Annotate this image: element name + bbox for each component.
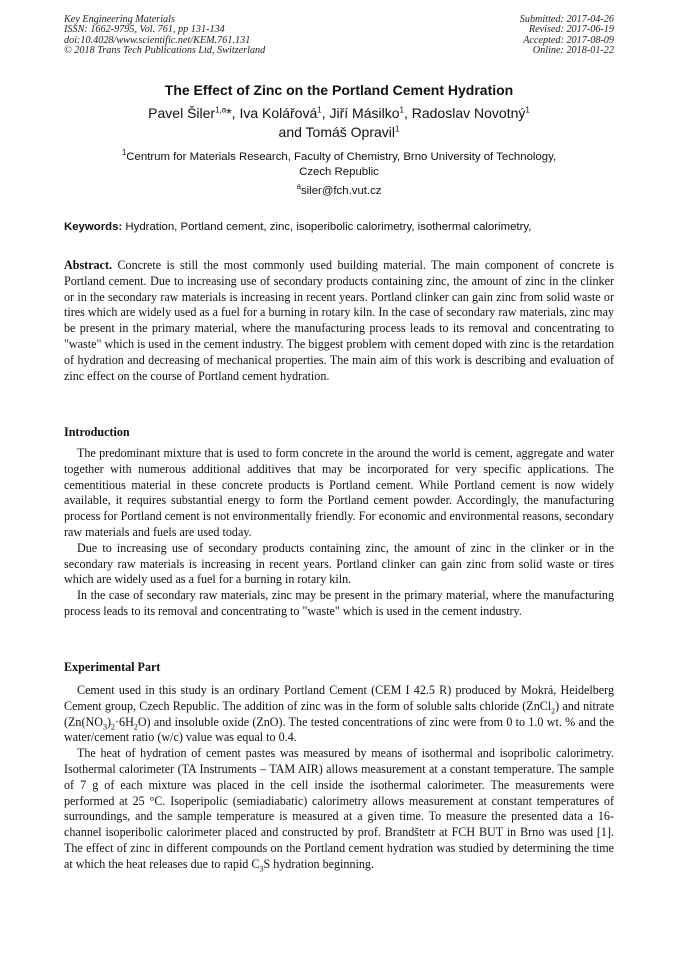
keywords	[64, 221, 614, 233]
exp-paragraph-1	[64, 683, 614, 746]
introduction-body	[64, 446, 614, 620]
journal-copyright: © 2018 Trans Tech Publications Ltd, Switzerland	[64, 44, 266, 56]
affiliation-sup: 1	[121, 148, 127, 158]
journal-doi: doi:10.4028/www.scientific.net/KEM.761.131	[64, 34, 251, 46]
author-line-1	[40, 104, 638, 123]
affiliation-text-1: Centrum for Materials Research, Faculty of Chemistry, Brno University of Technology,	[126, 151, 557, 163]
paper-title: The Effect of Zinc on the Portland Cement Hydration	[164, 82, 514, 98]
abstract-label: Abstract.	[64, 258, 113, 272]
author-kolarova: Iva Kolářová	[239, 105, 318, 121]
email-sup: a	[296, 182, 301, 192]
exp-p1-text-d: ·6H	[115, 714, 134, 729]
date-accepted: Accepted: 2017-08-09	[523, 34, 614, 46]
author-kolarova-sup: 1	[317, 105, 322, 115]
exp-p1-sub-1: 2	[551, 706, 556, 716]
intro-paragraph-2: Due to increasing use of secondary products containing zinc, the amount of zinc in the clinker or in the secondary raw materials is increasing in recent years. Portland clinker can gain zinc from solid waste or tires which are widely used as a fuel for a burning in rotary kiln.	[64, 540, 614, 587]
author-novotny-sup: 1	[525, 105, 530, 115]
experimental-heading: Experimental Part	[64, 660, 161, 674]
exp-paragraph-2	[64, 746, 614, 872]
journal-name: Key Engineering Materials	[64, 14, 175, 25]
keywords-text: Hydration, Portland cement, zinc, isoperibolic calorimetry, isothermal calorimetry,	[122, 221, 532, 233]
keywords-label: Keywords:	[64, 221, 123, 233]
affiliation-line-1	[40, 150, 638, 165]
author-novotny: , Radoslav Novotný	[403, 105, 526, 121]
exp-p1-text-b: ) and nitrate (Zn(NO	[64, 698, 614, 729]
experimental-body	[64, 683, 614, 873]
exp-p2-text-b: S hydration beginning.	[263, 856, 374, 871]
exp-p2-text-a: The heat of hydration of cement pastes was measured by means of isothermal and isopribolic calorimetry. Isothermal calorimeter (TA Instruments – TAM AIR) allows measurement at a constant temperature. The sample of 7 g of each mixture was placed in the cell inside the isothermal calorimeter. The measurements were performed at 25 °C. Isoperipolic (semiadiabatic) calorimetry allows measurement at constant temperatures of surroundings, and the sample temperature is measured at a given time. To measure the presented data a 16-channel isoperibolic calorimeter placed and constructed by prof. Brandštetr at FCH BUT in Brno was used [1]. The effect of zinc in different compounds on the Portland cement hydration was studied by determining the time at which the heat releases due to rapid C	[64, 746, 614, 871]
author-masilko: , Jiří Másilko	[321, 105, 400, 121]
exp-p1-text-a: Cement used in this study is an ordinary Portland Cement (CEM I 42.5 R) produced by Mokrá, Heidelberg Cement group, Czech Republic. The addition of zinc was in the form of soluble salts chloride (ZnCl	[64, 683, 614, 713]
intro-paragraph-1: The predominant mixture that is used to form concrete in the around the world is cement, aggregate and water together with numerous additional additives that may be incorporated for very specific applications. The cementitious material in these concrete products is Portland cement. While Portland cement is now widely available, it requires substantial energy to form the Portland cement powder. Accordingly, the manufacturing process for Portland cement is not environmentally friendly. For economic and environmental reasons, secondary raw materials and fuels are used today.	[64, 446, 614, 539]
exp-p1-text-c: )	[106, 714, 111, 729]
exp-p1-text-e: O) and insoluble oxide (ZnO). The tested concentrations of zinc were from 0 to 1.0 wt. % and the water/cement ratio (w/c) value was equal to 0.4.	[64, 714, 614, 745]
author-opravil: and Tomáš Opravil	[278, 124, 395, 140]
exp-p2-sub: 3	[259, 864, 264, 874]
date-submitted: Submitted: 2017-04-26	[519, 14, 614, 25]
abstract	[64, 258, 614, 384]
email	[40, 182, 638, 197]
date-online: Online: 2018-01-22	[532, 44, 614, 56]
email-address: siler@fch.vut.cz	[300, 185, 382, 197]
publication-dates	[520, 15, 614, 56]
author-list	[40, 104, 638, 142]
author-siler: Pavel Šiler	[148, 105, 216, 121]
journal-issn: ISSN: 1662-9795, Vol. 761, pp 131-134	[64, 24, 225, 36]
author-siler-sup: 1,a	[215, 105, 227, 115]
date-revised: Revised: 2017-06-19	[528, 24, 614, 36]
abstract-paragraph	[64, 258, 614, 384]
exp-p1-sub-2: 3	[102, 722, 107, 731]
affiliation	[40, 150, 638, 180]
abstract-text: Concrete is still the most commonly used building material. The main component of concrete is Portland cement. Due to increasing use of secondary products containing zinc, the amount of zinc in the clinker or in the secondary raw materials is increasing in recent years. Portland clinker can gain zinc from solid waste or tires which are widely used as a fuel for a burning in rotary kiln. In the case of secondary raw materials, zinc may be present in the primary material, where the manufacturing process leads to its removal and concentrating to "waste" which is used in the cement industry. The biggest problem with cement doped with zinc is the retardation of hydration and decreasing of mechanical properties. The main aim of this work is describing and evaluation of zinc effect on the course of Portland cement hydration.	[64, 258, 614, 383]
author-siler-star: *,	[226, 105, 240, 121]
introduction-heading: Introduction	[64, 425, 130, 439]
author-masilko-sup: 1	[399, 105, 404, 115]
affiliation-line-2: Czech Republic	[299, 166, 379, 178]
intro-paragraph-3: In the case of secondary raw materials, zinc may be present in the primary material, where the manufacturing process leads to its removal and concentrating to "waste" which is used in the cement industry.	[64, 588, 614, 618]
exp-p1-sub-4: 2	[133, 722, 138, 731]
exp-p1-sub-3: 2	[111, 722, 115, 731]
author-opravil-sup: 1	[395, 124, 400, 134]
author-line-2	[40, 123, 638, 142]
journal-info	[64, 15, 265, 56]
